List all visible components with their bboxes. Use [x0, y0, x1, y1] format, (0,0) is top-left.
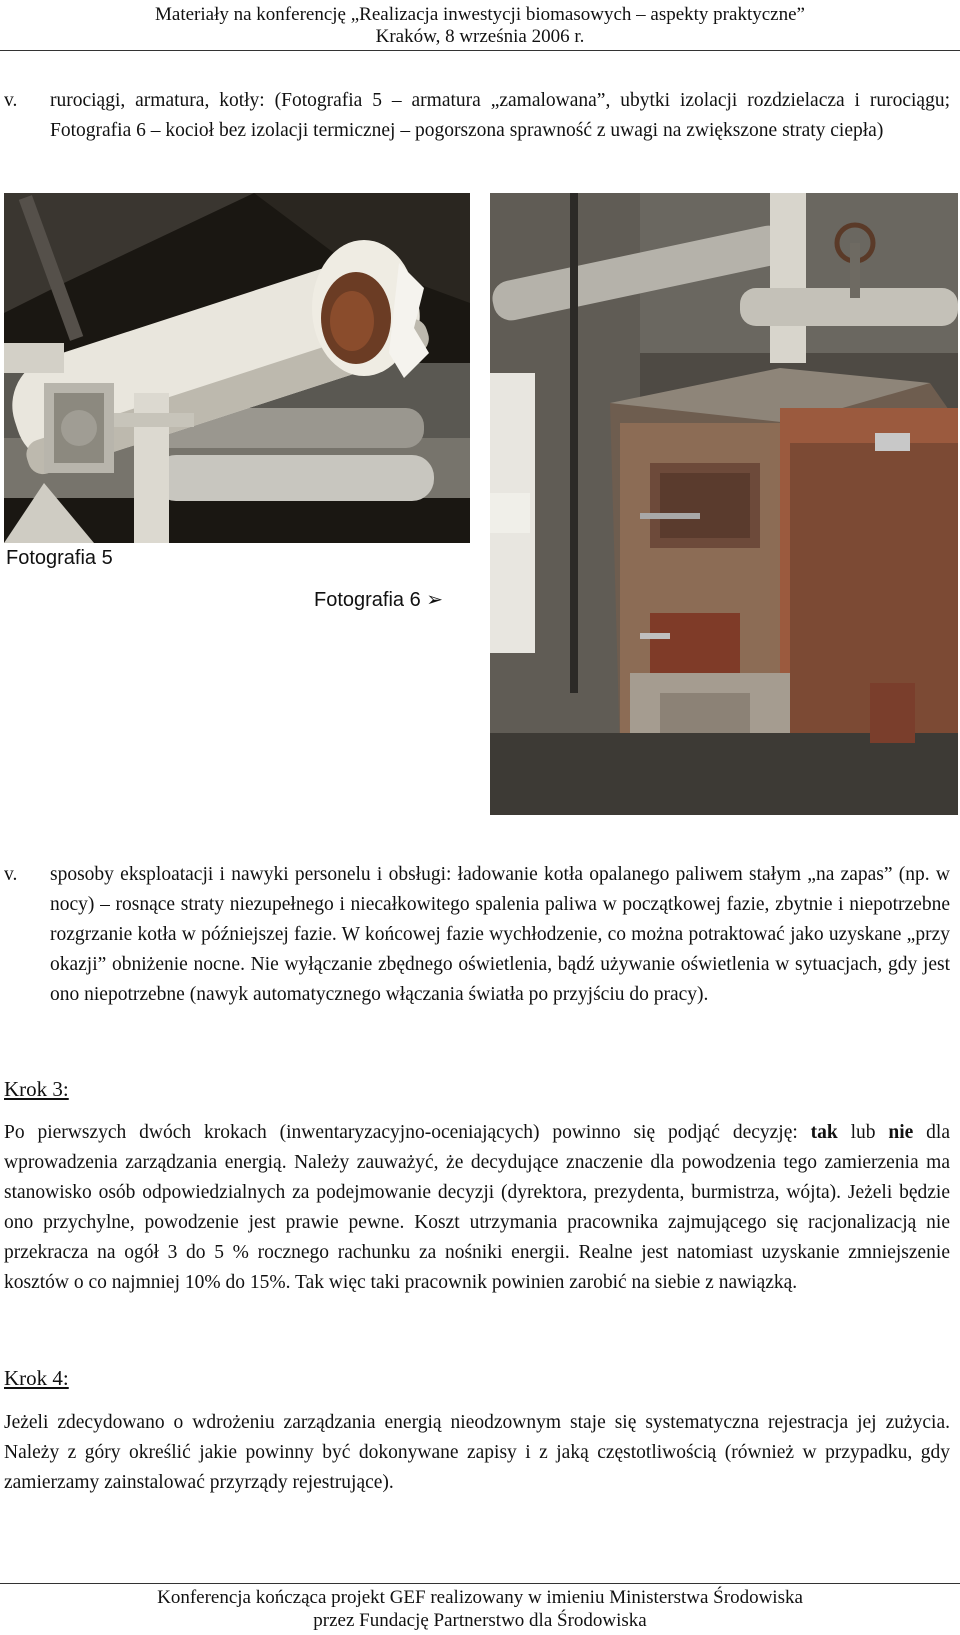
list-item-pipes [0, 86, 960, 181]
arrow-right-icon: ➢ [426, 589, 444, 611]
step-3-text-b: lub [837, 1122, 889, 1143]
step-3-bold-nie: nie [888, 1122, 914, 1143]
step-3-paragraph [4, 1118, 950, 1298]
step-4-heading: Krok 4: [4, 1366, 69, 1390]
step-4-paragraph: Jeżeli zdecydowano o wdrożeniu zarządzania energią nieodzownym staje się systematyczna rejestracja jej zużycia. Należy z góry określić jakie powinny być dokonywane zapisy i z jaką częstotliwością (również w przypadku, gdy zamierzamy zainstalować przyrządy rejestrujące). [4, 1412, 950, 1493]
photo-5-caption: Fotografia 5 [6, 547, 113, 569]
header-divider [0, 50, 960, 51]
list-item-text: rurociągi, armatura, kotły: (Fotografia 5 – armatura „zamalowana”, ubytki izolacji rozdzielacza i rurociągu; Fotografia 6 – kocioł bez izolacji termicznej – pogorszona sprawność z uwagi na zwiększone straty ciepła) [50, 90, 950, 141]
header-conference-title: Materiały na konferencję „Realizacja inwestycji biomasowych – aspekty praktyczne” [155, 4, 805, 25]
list-item-habits [0, 860, 960, 1050]
page-footer [0, 1586, 960, 1632]
step-3-bold-tak: tak [810, 1122, 838, 1143]
photo-6-boiler-image [490, 193, 958, 815]
list-item-text: sposoby eksploatacji i nawyki personelu i obsługi: ładowanie kotła opalanego paliwem stałym „na zapas” (np. w nocy) – rosnące straty niezupełnego i niecałkowitego spalenia paliwa w początkowej fazie, zbytnie i niepotrzebne rozgrzanie kotła w późniejszej fazie. W końcowej fazie wychłodzenie, co można potraktować jako uzyskane „przy okazji” obniżenie nocne. Nie wyłączanie zbędnego oświetlenia, bądź używanie oświetlenia w sytuacjach, gdy jest ono niepotrzebne (nawyk automatycznego włączania światła po przyjściu do pracy). [50, 864, 950, 1005]
step-3-heading: Krok 3: [4, 1077, 69, 1101]
list-marker: v. [4, 864, 18, 885]
list-marker: v. [4, 90, 18, 111]
footer-line-2: przez Fundację Partnerstwo dla Środowiska [313, 1610, 647, 1631]
footer-divider [0, 1583, 960, 1584]
page-header [0, 0, 960, 52]
step-3-text-a: Po pierwszych dwóch krokach (inwentaryzacyjno-oceniających) powinno się podjąć decyzję: [4, 1122, 811, 1143]
photo-6-caption-label: Fotografia 6 [314, 589, 421, 611]
photo-6-caption [314, 587, 443, 612]
photo-5-pipes-image [4, 193, 470, 543]
footer-line-1: Konferencja kończąca projekt GEF realizowany w imieniu Ministerstwa Środowiska [157, 1587, 803, 1608]
header-date: Kraków, 8 września 2006 r. [375, 26, 585, 47]
step-3-text-c: dla wprowadzenia zarządzania energią. Należy zauważyć, że decydujące znaczenie dla powodzenia tego zamierzenia ma stanowisko osób odpowiedzialnych za podejmowanie decyzji (dyrektora, prezydenta, burmistrza, wójta). Jeżeli będzie ono przychylne, powodzenie jest prawie pewne. Koszt utrzymania pracownika zajmującego się racjonalizacją nie przekracza na ogół 3 do 5 % rocznego rachunku za nośniki energii. Realne jest natomiast uzyskanie zmniejszenie kosztów o co najmniej 10% do 15%. Tak więc taki pracownik powinien zarobić na siebie z nawiązką. [4, 1122, 950, 1293]
